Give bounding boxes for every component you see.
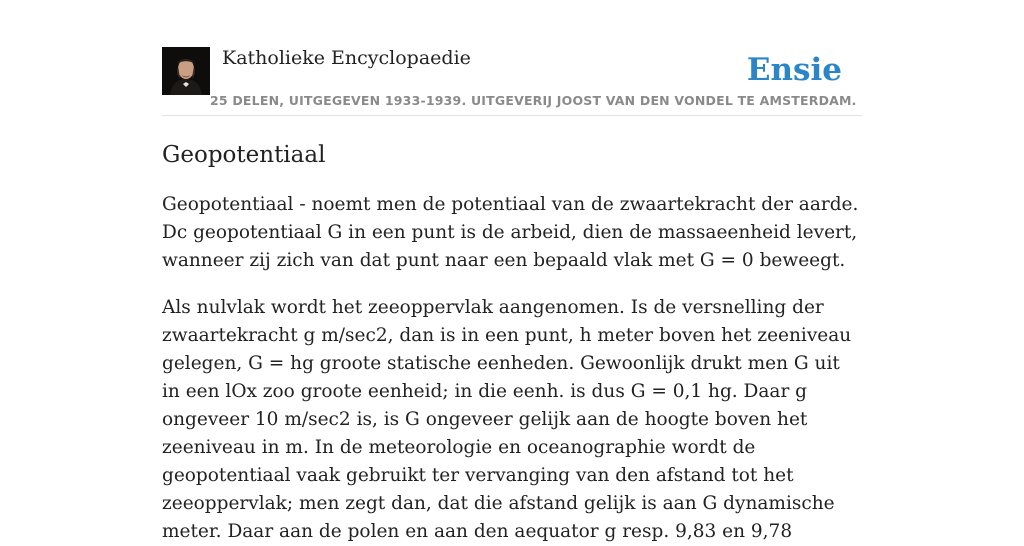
source-title[interactable]: Katholieke Encyclopaedie [222, 47, 471, 69]
article-paragraph: Als nulvlak wordt het zeeoppervlak aangenomen. Is de versnelling der zwaartekracht g m/sec2, dan is in een punt, h meter boven het zeeniveau gelegen, G = hg groote statische eenheden. Gewoonlijk drukt men G uit in een lOx zoo groote eenheid; in die eenh. is dus G = 0,1 hg. Daar g ongeveer 10 m/sec2 is, is G ongeveer gelijk aan de hoogte boven het zeeniveau in m. In de meteorologie en oceanographie wordt de geopotentiaal vaak gebruikt ter vervanging van den afstand tot het zeeoppervlak; men zegt dan, dat die afstand gelijk is aan G dynamische meter. Daar aan de polen en aan den aequator g resp. 9,83 en 9,78 [162, 297, 852, 542]
source-subtitle: 25 DELEN, UITGEGEVEN 1933-1939. UITGEVERIJ JOOST VAN DEN VONDEL TE AMSTERDAM. [210, 93, 857, 108]
portrait-avatar-icon[interactable] [162, 47, 210, 95]
ensie-logo[interactable]: Ensie [746, 52, 842, 88]
article-title: Geopotentiaal [162, 142, 326, 168]
source-header [162, 46, 862, 116]
article-paragraph: Geopotentiaal - noemt men de potentiaal van de zwaartekracht der aarde. Dc geopotentiaal G in een punt is de arbeid, dien de massaeenheid levert, wanneer zij zich van dat punt naar een bepaald vlak met G = 0 beweegt. [162, 194, 859, 271]
page-container [162, 0, 862, 546]
article-body [162, 191, 862, 546]
